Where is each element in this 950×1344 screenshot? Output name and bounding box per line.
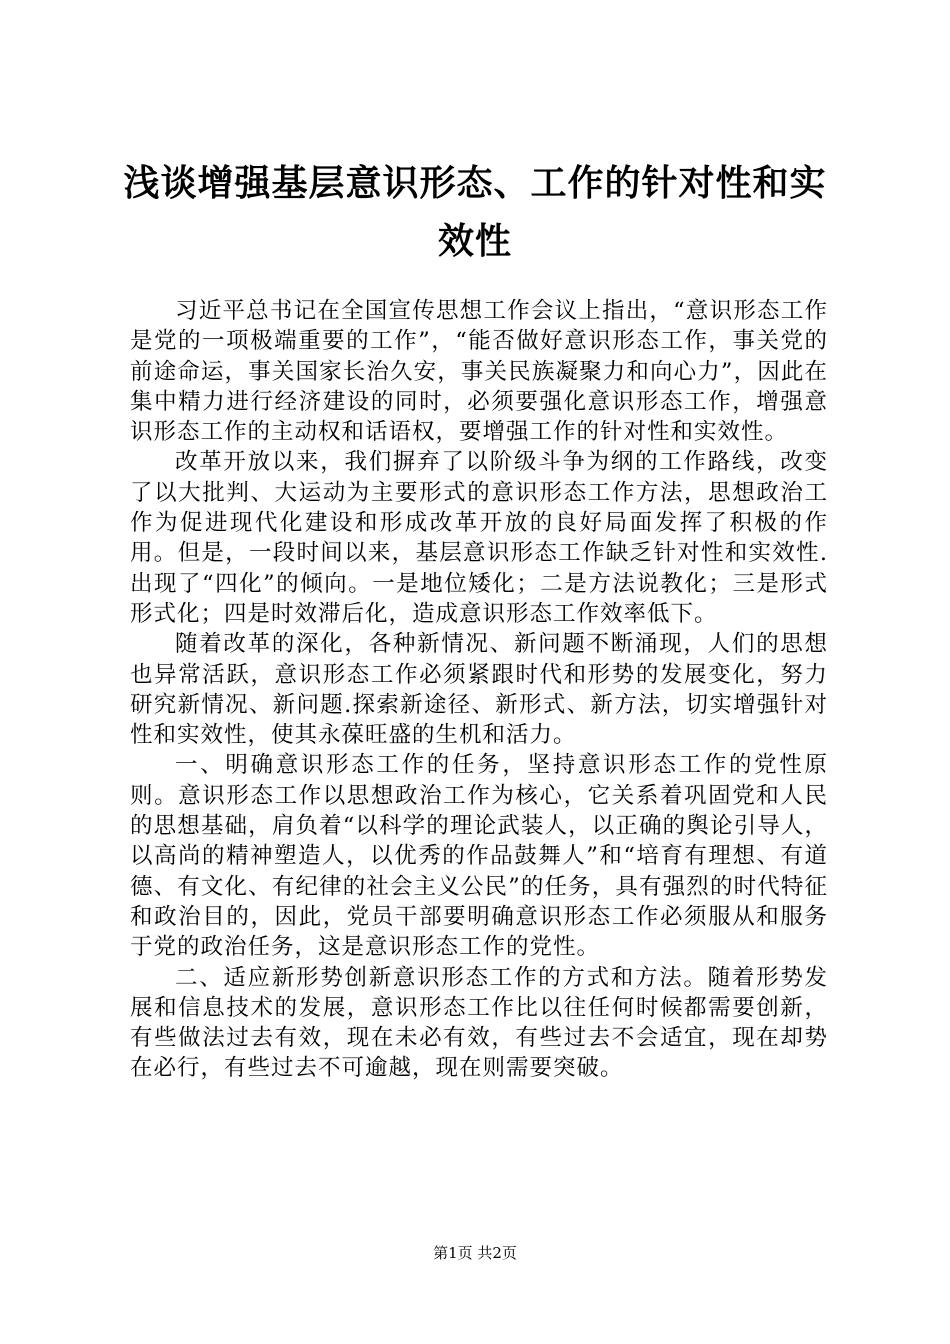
paragraph: 二、适应新形势创新意识形态工作的方式和方法。随着形势发展和信息技术的发展，意识形态工作比以往任何时候都需要创新，有些做法过去有效，现在未必有效，有些过去不会适宜，现在却势在必行，有些过去不可逾越，现在则需要突破。 [130, 964, 828, 1082]
document-body [130, 296, 828, 1084]
document-title: 浅谈增强基层意识形态、工作的针对性和实效性 [123, 162, 827, 262]
paragraph: 改革开放以来，我们摒弃了以阶级斗争为纲的工作路线，改变了以大批判、大运动为主要形式的意识形态工作方法，思想政治工作为促进现代化建设和形成改革开放的良好局面发挥了积极的作用。但是，一段时间以来，基层意识形态工作缺乏针对性和实效性.出现了“四化”的倾向。一是地位矮化；二是方法说教化；三是形式形式化；四是时效滞后化，造成意识形态工作效率低下。 [130, 449, 828, 627]
paragraph: 一、明确意识形态工作的任务，坚持意识形态工作的党性原则。意识形态工作以思想政治工作为核心，它关系着巩固党和人民的思想基础，肩负着“以科学的理论武装人，以正确的舆论引导人，以高尚的精神塑造人，以优秀的作品鼓舞人”和“培育有理想、有道德、有文化、有纪律的社会主义公民”的任务，具有强烈的时代特征和政治目的，因此，党员干部要明确意识形态工作必须服从和服务于党的政治任务，这是意识形态工作的党性。 [130, 752, 828, 961]
page-footer: 第1页 共2页 [433, 1244, 517, 1262]
paragraph: 随着改革的深化，各种新情况、新问题不断涌现，人们的思想也异常活跃，意识形态工作必须紧跟时代和形势的发展变化，努力研究新情况、新问题.探索新途径、新形式、新方法，切实增强针对性和实效性，使其永葆旺盛的生机和活力。 [130, 631, 828, 749]
paragraph: 习近平总书记在全国宣传思想工作会议上指出，“意识形态工作是党的一项极端重要的工作”，“能否做好意识形态工作，事关党的前途命运，事关国家长治久安，事关民族凝聚力和向心力”，因此在集中精力进行经济建设的同时，必须要强化意识形态工作，增强意识形态工作的主动权和话语权，要增强工作的针对性和实效性。 [130, 298, 828, 446]
